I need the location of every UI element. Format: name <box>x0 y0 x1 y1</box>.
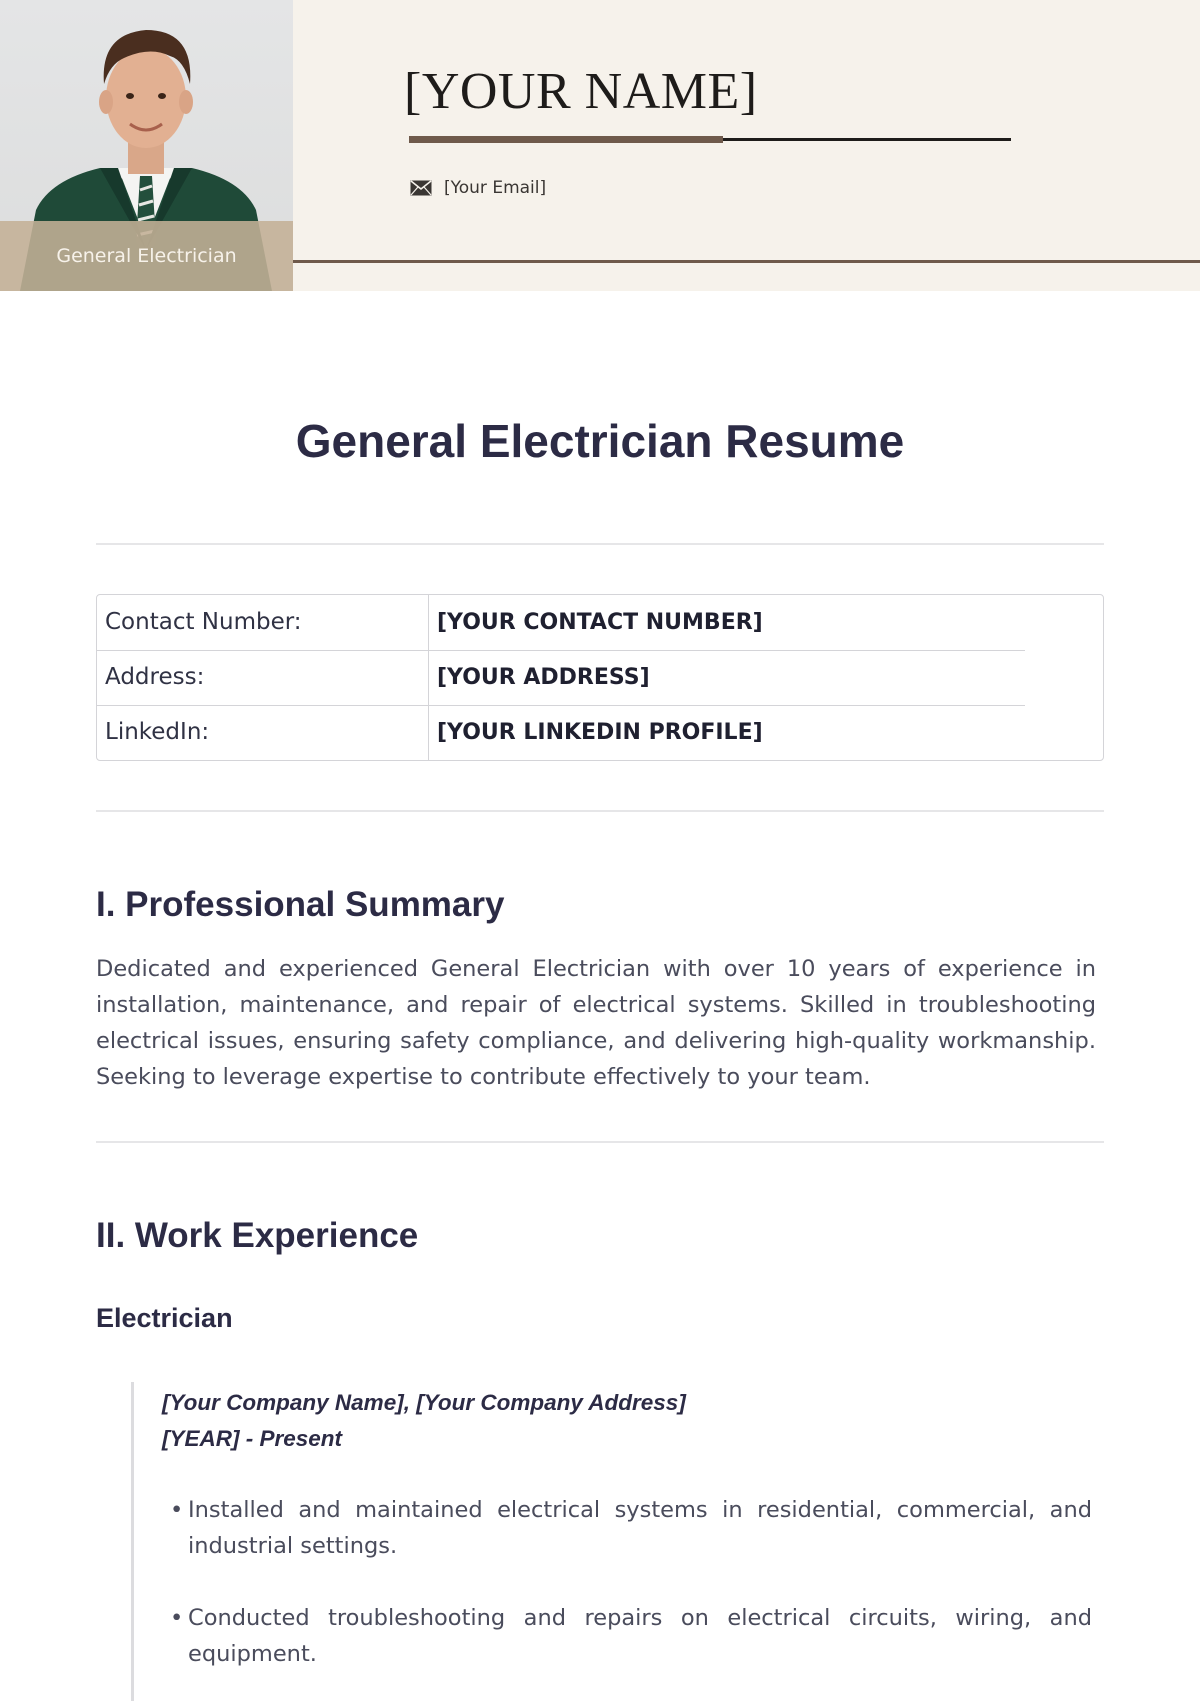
contact-value: [YOUR ADDRESS] <box>437 665 650 690</box>
name-underline-accent <box>409 136 723 143</box>
email-text: [Your Email] <box>444 178 547 198</box>
resume-header <box>0 0 1200 291</box>
table-row-contact-number <box>97 595 1103 650</box>
job-title: Electrician <box>96 1303 233 1333</box>
name-underline <box>723 138 1011 141</box>
summary-text: Dedicated and experienced General Electrician with over 10 years of experience in installation, maintenance, and repair of electrical systems. Skilled in troubleshooting electrical issues, ensuring safety compliance, and delivering high-quality workmanship. Seeking to leverage expertise to contribute effectively to your team. <box>96 956 1096 1090</box>
document-title: General Electrician Resume <box>295 415 905 467</box>
list-item: • Installed and maintained electrical systems in residential, commercial, and industrial settings. <box>170 1492 1092 1564</box>
photo-caption: General Electrician <box>0 221 293 291</box>
company-line: [Your Company Name], [Your Company Address] <box>162 1390 686 1415</box>
contact-label: Address: <box>105 664 205 690</box>
summary-heading: I. Professional Summary <box>96 885 505 924</box>
section-divider <box>96 810 1104 812</box>
contact-label: Contact Number: <box>105 609 302 635</box>
table-row-address <box>97 650 1103 705</box>
job-dates: [YEAR] - Present <box>162 1426 343 1451</box>
contact-label: LinkedIn: <box>105 719 210 745</box>
candidate-name: [YOUR NAME] <box>404 63 758 120</box>
contact-table <box>96 594 1104 761</box>
header-divider <box>293 260 1200 263</box>
job-entry <box>131 1382 1091 1701</box>
section-divider <box>96 1141 1104 1143</box>
section-divider <box>96 543 1104 545</box>
list-item: • Conducted troubleshooting and repairs on electrical circuits, wiring, and equipment. <box>170 1600 1092 1672</box>
envelope-icon <box>410 180 432 196</box>
contact-value: [YOUR LINKEDIN PROFILE] <box>437 720 763 745</box>
email-row <box>410 178 546 198</box>
table-row-linkedin <box>97 705 1103 760</box>
contact-value: [YOUR CONTACT NUMBER] <box>437 610 763 635</box>
profile-photo <box>0 0 293 291</box>
experience-heading: II. Work Experience <box>96 1216 419 1255</box>
